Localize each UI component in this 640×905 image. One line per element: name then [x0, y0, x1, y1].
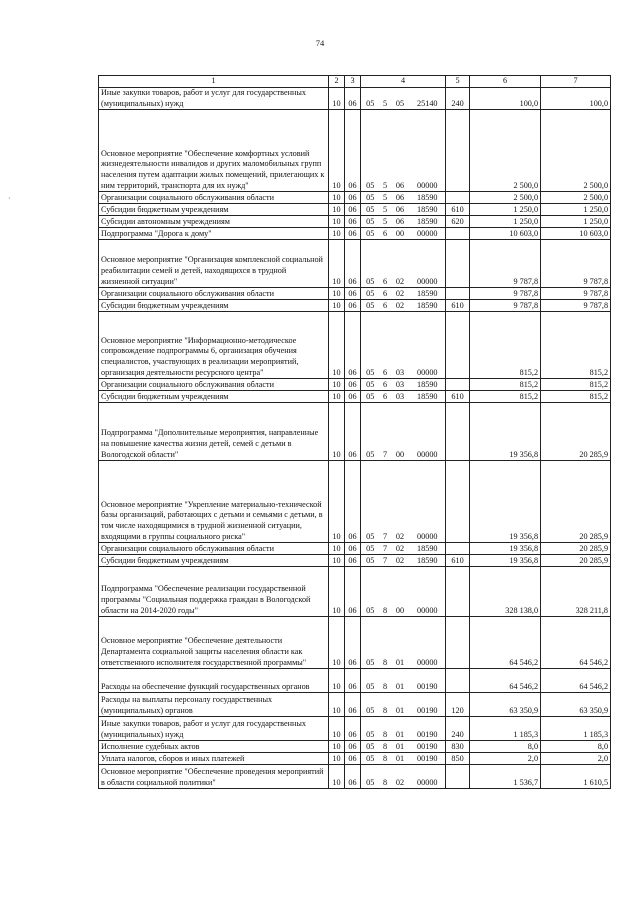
event-code-cell: 06 [391, 204, 410, 216]
expense-type-cell: 240 [446, 717, 470, 741]
program-code-cell: 05 [361, 741, 380, 753]
amount-year1-cell: 19 356,8 [470, 543, 541, 555]
subprogram-code-cell: 8 [380, 765, 391, 789]
expense-type-cell [446, 461, 470, 543]
event-code-cell: 00 [391, 228, 410, 240]
direction-code-cell: 00000 [410, 110, 446, 192]
row-name-cell: Подпрограмма "Дополнительные мероприятия, направленные на повышение качества жизни детей, семей с детьми в Вологодской области" [99, 403, 329, 461]
subsection-cell: 06 [345, 693, 361, 717]
row-name-cell: Подпрограмма "Обеспечение реализации государственной программы "Социальная поддержка граждан в Вологодской области на 2014-2020 годы" [99, 567, 329, 617]
event-code-cell: 06 [391, 216, 410, 228]
direction-code-cell: 18590 [410, 543, 446, 555]
expense-type-cell: 240 [446, 88, 470, 110]
amount-year2-cell: 8,0 [541, 741, 611, 753]
program-code-cell: 05 [361, 403, 380, 461]
amount-year2-cell: 1 610,5 [541, 765, 611, 789]
amount-year1-cell: 63 350,9 [470, 693, 541, 717]
event-code-cell: 01 [391, 717, 410, 741]
subsection-cell: 06 [345, 228, 361, 240]
amount-year1-cell: 19 356,8 [470, 555, 541, 567]
subprogram-code-cell: 8 [380, 693, 391, 717]
amount-year1-cell: 1 250,0 [470, 204, 541, 216]
event-code-cell: 01 [391, 753, 410, 765]
subsection-cell: 06 [345, 567, 361, 617]
program-code-cell: 05 [361, 204, 380, 216]
expense-type-cell: 620 [446, 216, 470, 228]
direction-code-cell: 18590 [410, 216, 446, 228]
subprogram-code-cell: 5 [380, 216, 391, 228]
subsection-cell: 06 [345, 216, 361, 228]
program-code-cell: 05 [361, 312, 380, 379]
expense-type-cell [446, 110, 470, 192]
header-cell-4: 4 [361, 76, 446, 88]
amount-year2-cell: 20 285,9 [541, 403, 611, 461]
section-cell: 10 [329, 379, 345, 391]
expense-type-cell: 610 [446, 300, 470, 312]
event-code-cell: 02 [391, 240, 410, 288]
section-cell: 10 [329, 88, 345, 110]
program-code-cell: 05 [361, 765, 380, 789]
table-row [99, 379, 611, 391]
subsection-cell: 06 [345, 543, 361, 555]
direction-code-cell: 18590 [410, 288, 446, 300]
event-code-cell: 01 [391, 669, 410, 693]
section-cell: 10 [329, 300, 345, 312]
table-row [99, 717, 611, 741]
row-name-cell: Организации социального обслуживания области [99, 543, 329, 555]
subprogram-code-cell: 5 [380, 192, 391, 204]
amount-year2-cell: 1 250,0 [541, 216, 611, 228]
amount-year1-cell: 9 787,8 [470, 240, 541, 288]
row-name-cell: Основное мероприятие "Укрепление материально-технической базы организаций, работающих с детьми и семьями с детьми, в том числе находящимися в трудной жизненной ситуации, входящими в группы социального риска" [99, 461, 329, 543]
subprogram-code-cell: 6 [380, 288, 391, 300]
program-code-cell: 05 [361, 461, 380, 543]
table-row [99, 567, 611, 617]
subprogram-code-cell: 6 [380, 240, 391, 288]
row-name-cell: Подпрограмма "Дорога к дому" [99, 228, 329, 240]
direction-code-cell: 00000 [410, 403, 446, 461]
event-code-cell: 02 [391, 543, 410, 555]
amount-year1-cell: 8,0 [470, 741, 541, 753]
program-code-cell: 05 [361, 669, 380, 693]
table-row [99, 391, 611, 403]
subprogram-code-cell: 8 [380, 567, 391, 617]
subsection-cell: 06 [345, 192, 361, 204]
subsection-cell: 06 [345, 717, 361, 741]
event-code-cell: 03 [391, 312, 410, 379]
direction-code-cell: 18590 [410, 555, 446, 567]
amount-year1-cell: 19 356,8 [470, 403, 541, 461]
section-cell: 10 [329, 192, 345, 204]
row-name-cell: Субсидии бюджетным учреждениям [99, 300, 329, 312]
direction-code-cell: 00000 [410, 240, 446, 288]
row-name-cell: Уплата налогов, сборов и иных платежей [99, 753, 329, 765]
program-code-cell: 05 [361, 753, 380, 765]
expense-type-cell [446, 192, 470, 204]
subsection-cell: 06 [345, 555, 361, 567]
event-code-cell: 03 [391, 391, 410, 403]
direction-code-cell: 00000 [410, 567, 446, 617]
section-cell: 10 [329, 204, 345, 216]
amount-year1-cell: 19 356,8 [470, 461, 541, 543]
amount-year2-cell: 100,0 [541, 88, 611, 110]
program-code-cell: 05 [361, 543, 380, 555]
amount-year1-cell: 328 138,0 [470, 567, 541, 617]
row-name-cell: Иные закупки товаров, работ и услуг для государственных (муниципальных) нужд [99, 88, 329, 110]
section-cell: 10 [329, 228, 345, 240]
table-row [99, 543, 611, 555]
row-name-cell: Исполнение судебных актов [99, 741, 329, 753]
subprogram-code-cell: 7 [380, 543, 391, 555]
program-code-cell: 05 [361, 379, 380, 391]
amount-year2-cell: 20 285,9 [541, 461, 611, 543]
amount-year2-cell: 1 250,0 [541, 204, 611, 216]
event-code-cell: 06 [391, 110, 410, 192]
program-code-cell: 05 [361, 617, 380, 669]
direction-code-cell: 18590 [410, 192, 446, 204]
subprogram-code-cell: 5 [380, 110, 391, 192]
table-body [99, 88, 611, 789]
expense-type-cell [446, 765, 470, 789]
expense-type-cell [446, 669, 470, 693]
amount-year2-cell: 815,2 [541, 391, 611, 403]
section-cell: 10 [329, 753, 345, 765]
direction-code-cell: 18590 [410, 204, 446, 216]
program-code-cell: 05 [361, 192, 380, 204]
direction-code-cell: 00190 [410, 717, 446, 741]
row-name-cell: Основное мероприятие "Обеспечение проведения мероприятий в области социальной политики" [99, 765, 329, 789]
section-cell: 10 [329, 669, 345, 693]
event-code-cell: 03 [391, 379, 410, 391]
subsection-cell: 06 [345, 379, 361, 391]
expense-type-cell: 610 [446, 555, 470, 567]
program-code-cell: 05 [361, 717, 380, 741]
amount-year1-cell: 1 250,0 [470, 216, 541, 228]
table-row [99, 461, 611, 543]
event-code-cell: 00 [391, 403, 410, 461]
row-name-cell: Организации социального обслуживания области [99, 288, 329, 300]
amount-year2-cell: 20 285,9 [541, 555, 611, 567]
section-cell: 10 [329, 312, 345, 379]
section-cell: 10 [329, 617, 345, 669]
subprogram-code-cell: 6 [380, 228, 391, 240]
amount-year1-cell: 100,0 [470, 88, 541, 110]
section-cell: 10 [329, 403, 345, 461]
row-name-cell: Иные закупки товаров, работ и услуг для государственных (муниципальных) нужд [99, 717, 329, 741]
program-code-cell: 05 [361, 300, 380, 312]
expense-type-cell: 850 [446, 753, 470, 765]
amount-year2-cell: 63 350,9 [541, 693, 611, 717]
amount-year1-cell: 2 500,0 [470, 110, 541, 192]
event-code-cell: 00 [391, 567, 410, 617]
table-row [99, 617, 611, 669]
program-code-cell: 05 [361, 391, 380, 403]
direction-code-cell: 00000 [410, 461, 446, 543]
event-code-cell: 06 [391, 192, 410, 204]
table-row [99, 669, 611, 693]
event-code-cell: 02 [391, 300, 410, 312]
row-name-cell: Организации социального обслуживания области [99, 379, 329, 391]
amount-year1-cell: 64 546,2 [470, 669, 541, 693]
header-row [99, 76, 611, 88]
row-name-cell: Субсидии бюджетным учреждениям [99, 555, 329, 567]
budget-table [98, 75, 611, 789]
table-row [99, 555, 611, 567]
direction-code-cell: 18590 [410, 379, 446, 391]
subsection-cell: 06 [345, 204, 361, 216]
event-code-cell: 01 [391, 617, 410, 669]
section-cell: 10 [329, 110, 345, 192]
expense-type-cell [446, 240, 470, 288]
direction-code-cell: 00000 [410, 228, 446, 240]
section-cell: 10 [329, 216, 345, 228]
row-name-cell: Основное мероприятие "Обеспечение деятельности Департамента социальной защиты населения области как ответственного исполнителя государственной программы" [99, 617, 329, 669]
section-cell: 10 [329, 765, 345, 789]
table-row [99, 300, 611, 312]
section-cell: 10 [329, 543, 345, 555]
subsection-cell: 06 [345, 288, 361, 300]
expense-type-cell: 610 [446, 204, 470, 216]
amount-year1-cell: 1 536,7 [470, 765, 541, 789]
subprogram-code-cell: 8 [380, 753, 391, 765]
amount-year1-cell: 10 603,0 [470, 228, 541, 240]
amount-year2-cell: 64 546,2 [541, 617, 611, 669]
direction-code-cell: 00000 [410, 617, 446, 669]
table-row [99, 204, 611, 216]
expense-type-cell [446, 543, 470, 555]
expense-type-cell [446, 403, 470, 461]
subprogram-code-cell: 5 [380, 88, 391, 110]
amount-year2-cell: 20 285,9 [541, 543, 611, 555]
amount-year2-cell: 2 500,0 [541, 192, 611, 204]
event-code-cell: 01 [391, 693, 410, 717]
subsection-cell: 06 [345, 765, 361, 789]
program-code-cell: 05 [361, 288, 380, 300]
subprogram-code-cell: 6 [380, 312, 391, 379]
row-name-cell: Расходы на обеспечение функций государственных органов [99, 669, 329, 693]
direction-code-cell: 00190 [410, 753, 446, 765]
subprogram-code-cell: 7 [380, 403, 391, 461]
table-row [99, 693, 611, 717]
section-cell: 10 [329, 391, 345, 403]
expense-type-cell [446, 228, 470, 240]
header-cell-5: 5 [446, 76, 470, 88]
subsection-cell: 06 [345, 403, 361, 461]
subprogram-code-cell: 6 [380, 300, 391, 312]
subsection-cell: 06 [345, 391, 361, 403]
direction-code-cell: 00190 [410, 669, 446, 693]
amount-year2-cell: 10 603,0 [541, 228, 611, 240]
expense-type-cell [446, 288, 470, 300]
program-code-cell: 05 [361, 693, 380, 717]
section-cell: 10 [329, 288, 345, 300]
subprogram-code-cell: 6 [380, 379, 391, 391]
subprogram-code-cell: 6 [380, 391, 391, 403]
direction-code-cell: 18590 [410, 300, 446, 312]
event-code-cell: 02 [391, 555, 410, 567]
amount-year1-cell: 9 787,8 [470, 288, 541, 300]
table-row [99, 753, 611, 765]
row-name-cell: Основное мероприятие "Обеспечение комфортных условий жизнедеятельности инвалидов и других маломобильных групп населения путем адаптации жилых помещений, прилегающих к ним территорий, транспорта для их нужд" [99, 110, 329, 192]
event-code-cell: 02 [391, 765, 410, 789]
section-cell: 10 [329, 567, 345, 617]
direction-code-cell: 25140 [410, 88, 446, 110]
event-code-cell: 02 [391, 288, 410, 300]
amount-year2-cell: 2,0 [541, 753, 611, 765]
row-name-cell: Субсидии бюджетным учреждениям [99, 204, 329, 216]
program-code-cell: 05 [361, 216, 380, 228]
expense-type-cell [446, 379, 470, 391]
direction-code-cell: 00000 [410, 312, 446, 379]
header-cell-2: 2 [329, 76, 345, 88]
subsection-cell: 06 [345, 617, 361, 669]
section-cell: 10 [329, 461, 345, 543]
section-cell: 10 [329, 717, 345, 741]
event-code-cell: 01 [391, 741, 410, 753]
subsection-cell: 06 [345, 461, 361, 543]
amount-year1-cell: 1 185,3 [470, 717, 541, 741]
amount-year1-cell: 815,2 [470, 391, 541, 403]
subsection-cell: 06 [345, 741, 361, 753]
page-number: 74 [315, 38, 325, 48]
amount-year2-cell: 1 185,3 [541, 717, 611, 741]
amount-year1-cell: 64 546,2 [470, 617, 541, 669]
table-row [99, 312, 611, 379]
header-cell-6: 6 [470, 76, 541, 88]
program-code-cell: 05 [361, 240, 380, 288]
amount-year2-cell: 815,2 [541, 312, 611, 379]
table-row [99, 741, 611, 753]
table-row [99, 216, 611, 228]
direction-code-cell: 00000 [410, 765, 446, 789]
table-row [99, 192, 611, 204]
amount-year1-cell: 815,2 [470, 379, 541, 391]
program-code-cell: 05 [361, 567, 380, 617]
section-cell: 10 [329, 693, 345, 717]
expense-type-cell [446, 312, 470, 379]
row-name-cell: Субсидии бюджетным учреждениям [99, 391, 329, 403]
section-cell: 10 [329, 240, 345, 288]
direction-code-cell: 18590 [410, 391, 446, 403]
row-name-cell: Расходы на выплаты персоналу государственных (муниципальных) органов [99, 693, 329, 717]
margin-mark: · [8, 194, 11, 203]
row-name-cell: Основное мероприятие "Информационно-методическое сопровождение подпрограммы 6, организация обучения специалистов, участвующих в реализации мероприятий, организация деятельности ресурсного центра" [99, 312, 329, 379]
section-cell: 10 [329, 741, 345, 753]
header-cell-1: 1 [99, 76, 329, 88]
amount-year2-cell: 815,2 [541, 379, 611, 391]
table-row [99, 403, 611, 461]
amount-year1-cell: 2,0 [470, 753, 541, 765]
amount-year2-cell: 2 500,0 [541, 110, 611, 192]
expense-type-cell [446, 617, 470, 669]
table-row [99, 88, 611, 110]
subprogram-code-cell: 8 [380, 717, 391, 741]
subprogram-code-cell: 7 [380, 461, 391, 543]
expense-type-cell: 610 [446, 391, 470, 403]
subsection-cell: 06 [345, 669, 361, 693]
header-cell-7: 7 [541, 76, 611, 88]
amount-year2-cell: 64 546,2 [541, 669, 611, 693]
header-cell-3: 3 [345, 76, 361, 88]
subsection-cell: 06 [345, 240, 361, 288]
direction-code-cell: 00190 [410, 693, 446, 717]
program-code-cell: 05 [361, 88, 380, 110]
row-name-cell: Основное мероприятие "Организация комплексной социальной реабилитации семей и детей, находящихся в трудной жизненной ситуации" [99, 240, 329, 288]
subsection-cell: 06 [345, 312, 361, 379]
amount-year1-cell: 815,2 [470, 312, 541, 379]
table-row [99, 110, 611, 192]
subprogram-code-cell: 7 [380, 555, 391, 567]
table-row [99, 228, 611, 240]
amount-year2-cell: 9 787,8 [541, 240, 611, 288]
table-row [99, 288, 611, 300]
expense-type-cell [446, 567, 470, 617]
table-row [99, 765, 611, 789]
expense-type-cell: 830 [446, 741, 470, 753]
amount-year2-cell: 9 787,8 [541, 300, 611, 312]
expense-type-cell: 120 [446, 693, 470, 717]
subprogram-code-cell: 8 [380, 741, 391, 753]
program-code-cell: 05 [361, 228, 380, 240]
amount-year1-cell: 9 787,8 [470, 300, 541, 312]
direction-code-cell: 00190 [410, 741, 446, 753]
event-code-cell: 02 [391, 461, 410, 543]
program-code-cell: 05 [361, 110, 380, 192]
subprogram-code-cell: 5 [380, 204, 391, 216]
amount-year1-cell: 2 500,0 [470, 192, 541, 204]
amount-year2-cell: 328 211,8 [541, 567, 611, 617]
subsection-cell: 06 [345, 300, 361, 312]
program-code-cell: 05 [361, 555, 380, 567]
event-code-cell: 05 [391, 88, 410, 110]
subprogram-code-cell: 8 [380, 669, 391, 693]
subprogram-code-cell: 8 [380, 617, 391, 669]
row-name-cell: Субсидии автономным учреждениям [99, 216, 329, 228]
table-row [99, 240, 611, 288]
section-cell: 10 [329, 555, 345, 567]
subsection-cell: 06 [345, 110, 361, 192]
row-name-cell: Организации социального обслуживания области [99, 192, 329, 204]
subsection-cell: 06 [345, 88, 361, 110]
amount-year2-cell: 9 787,8 [541, 288, 611, 300]
subsection-cell: 06 [345, 753, 361, 765]
